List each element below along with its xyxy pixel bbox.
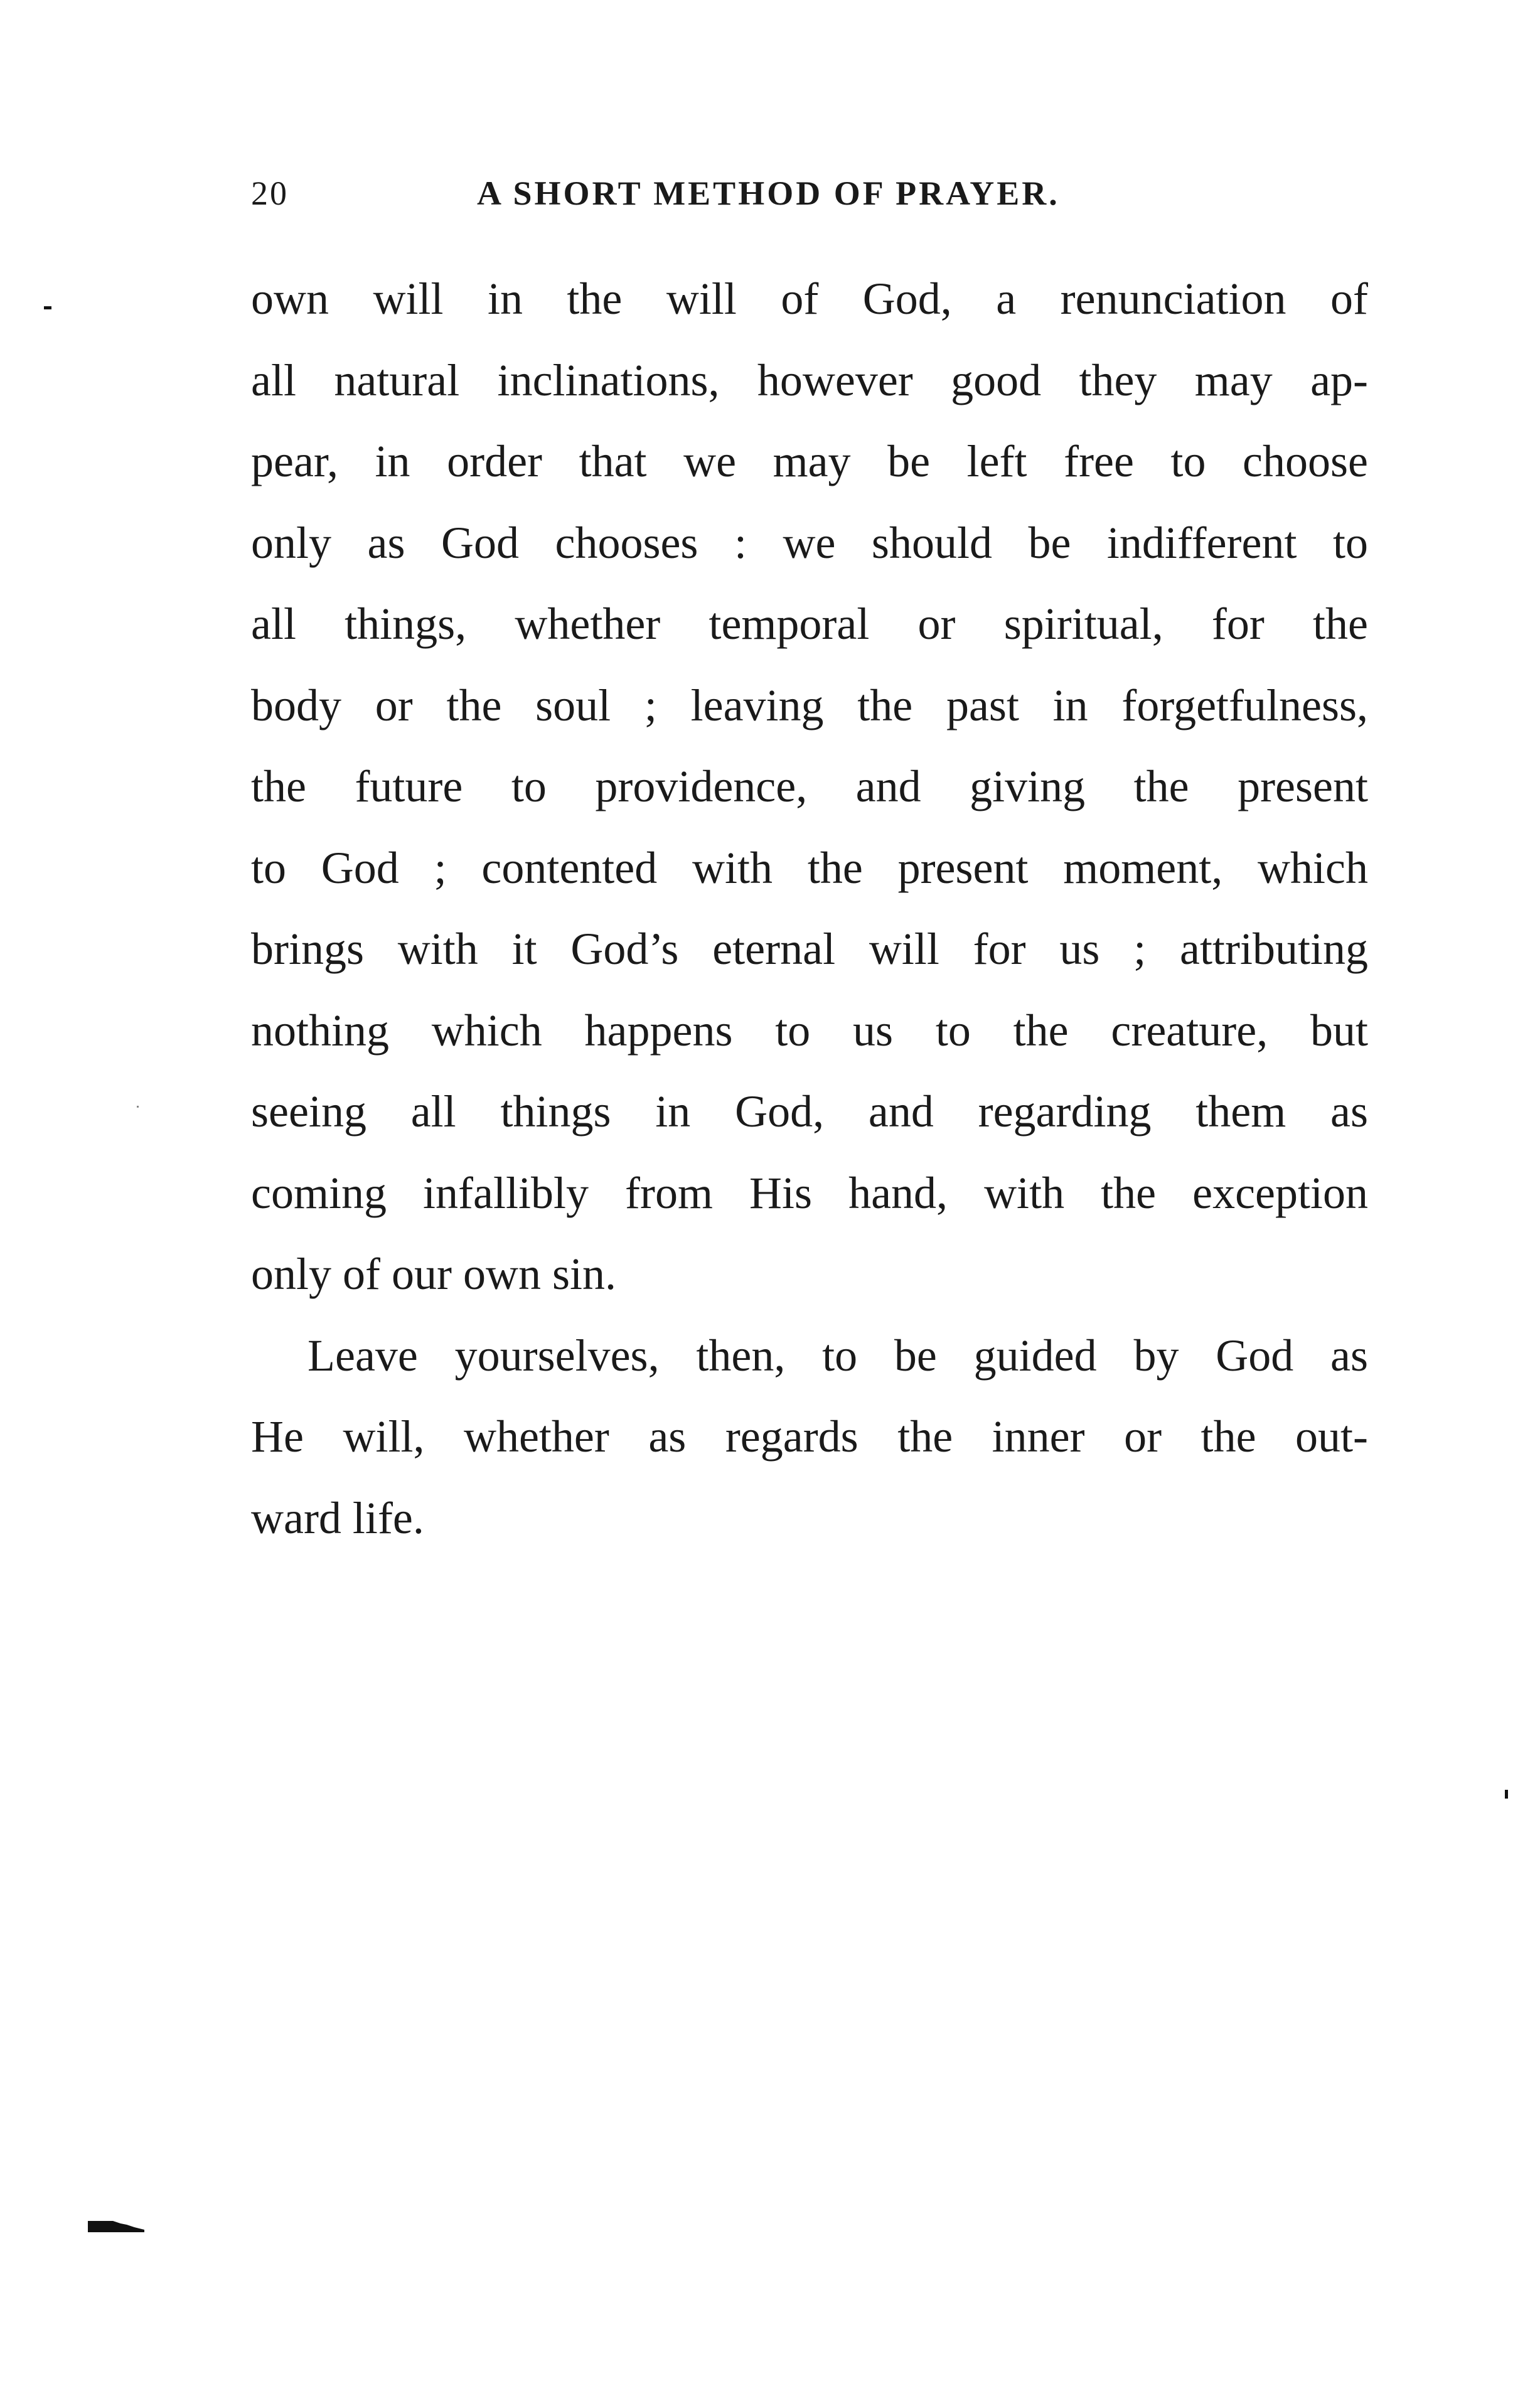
text-line: pear, in order that we may be left free to choose (251, 436, 1368, 486)
text-line: to God ; contented with the present moment, which (251, 842, 1368, 893)
text-line: He will, whether as regards the inner or the out- (251, 1411, 1368, 1462)
text-line: brings with it God’s eternal will for us ; attributing (251, 924, 1368, 974)
paragraph (251, 259, 1368, 1315)
running-head (251, 168, 1368, 218)
text-line: seeing all things in God, and regarding them as (251, 1086, 1368, 1137)
text-line: all natural inclinations, however good they may ap- (251, 355, 1368, 405)
scan-blot (88, 2218, 144, 2232)
page-number: 20 (251, 174, 289, 212)
text-line: coming infallibly from His hand, with the exception (251, 1167, 1368, 1218)
scan-speck (137, 1106, 139, 1108)
paragraph (251, 1315, 1368, 1559)
text-line: the future to providence, and giving the present (251, 761, 1368, 811)
text-line: body or the soul ; leaving the past in forgetfulness, (251, 680, 1368, 730)
text-line: own will in the will of God, a renunciation of (251, 274, 1368, 324)
scan-speck (44, 306, 51, 309)
running-title: A SHORT METHOD OF PRAYER. (477, 174, 1060, 212)
text-line: ward life. (251, 1492, 424, 1543)
text-line: all things, whether temporal or spiritual, for the (251, 599, 1368, 649)
scan-speck (1505, 1790, 1508, 1799)
text-line: only as God chooses : we should be indifferent to (251, 517, 1368, 568)
text-line: only of our own sin. (251, 1249, 616, 1299)
text-line: nothing which happens to us to the creature, but (251, 1005, 1368, 1056)
body-text (251, 259, 1368, 1559)
text-line: Leave yourselves, then, to be guided by God as (307, 1330, 1368, 1381)
